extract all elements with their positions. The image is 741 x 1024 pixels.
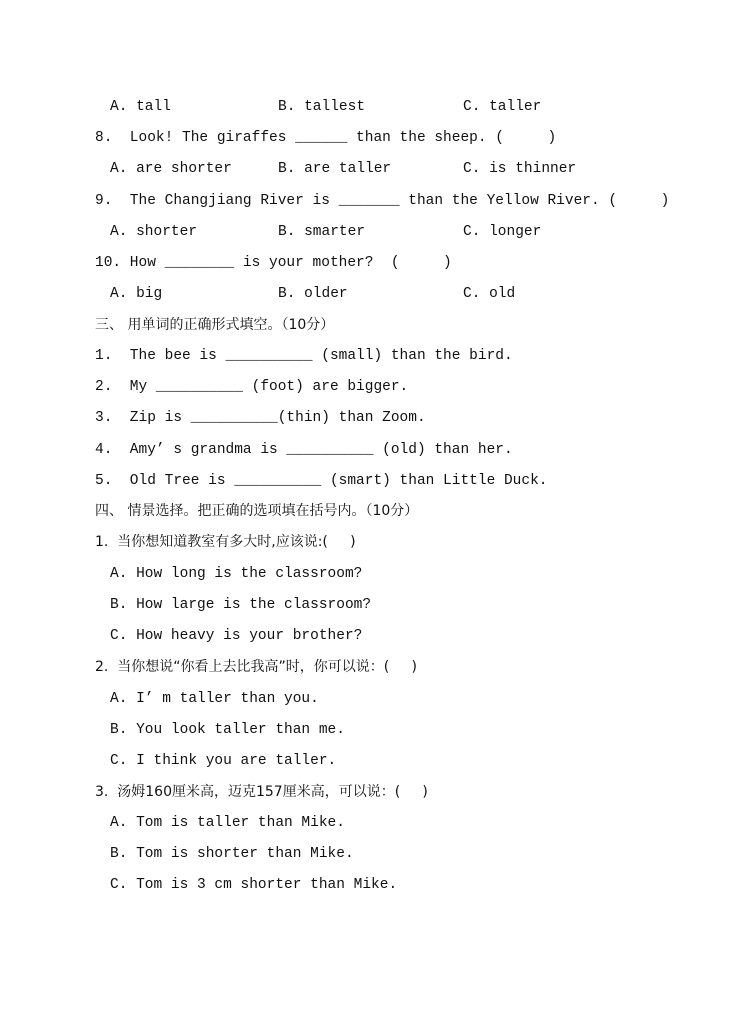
section-3-item-3: 3. Zip is __________(thin) than Zoom. — [95, 410, 426, 426]
s4-q2-option-a: A. I’ m taller than you. — [110, 691, 319, 707]
q8-option-a: A. are shorter — [110, 161, 232, 177]
section-4-question-1: 1. 当你想知道教室有多大时,应该说:( ) — [95, 534, 356, 550]
q8-option-c: C. is thinner — [463, 161, 577, 177]
s4-q2-option-c: C. I think you are taller. — [110, 753, 337, 769]
s4-q1-option-a: A. How long is the classroom? — [110, 566, 363, 582]
s4-q1-option-c: C. How heavy is your brother? — [110, 628, 363, 644]
q10-option-c: C. old — [463, 286, 516, 302]
q9-option-b: B. smarter — [278, 224, 366, 240]
section-4-question-3: 3. 汤姆160厘米高，迈克157厘米高，可以说：( ) — [95, 784, 428, 800]
s4-q3-option-a: A. Tom is taller than Mike. — [110, 815, 345, 831]
q7-option-b: B. tallest — [278, 99, 366, 115]
q10-option-a: A. big — [110, 286, 163, 302]
q7-option-a: A. tall — [110, 99, 171, 115]
s4-q3-option-b: B. Tom is shorter than Mike. — [110, 846, 354, 862]
section-3-item-5: 5. Old Tree is __________ (smart) than Little Duck. — [95, 473, 548, 489]
section-3-item-1: 1. The bee is __________ (small) than the bird. — [95, 348, 513, 364]
section-3-item-2: 2. My __________ (foot) are bigger. — [95, 379, 409, 395]
q9-option-c: C. longer — [463, 224, 542, 240]
question-8: 8. Look! The giraffes ______ than the sheep. ( ) — [95, 130, 557, 146]
q10-option-b: B. older — [278, 286, 348, 302]
q8-option-b: B. are taller — [278, 161, 392, 177]
s4-q2-option-b: B. You look taller than me. — [110, 722, 345, 738]
question-9: 9. The Changjiang River is _______ than the Yellow River. ( ) — [95, 193, 670, 209]
section-4-heading: 四、 情景选择。把正确的选项填在括号内。（10分） — [95, 503, 419, 519]
section-4-question-2: 2. 当你想说“你看上去比我高”时，你可以说：( ) — [95, 659, 417, 675]
s4-q1-option-b: B. How large is the classroom? — [110, 597, 372, 613]
s4-q3-option-c: C. Tom is 3 cm shorter than Mike. — [110, 877, 398, 893]
section-3-heading: 三、 用单词的正确形式填空。（10分） — [95, 317, 335, 333]
section-3-item-4: 4. Amy’ s grandma is __________ (old) than her. — [95, 442, 513, 458]
question-10: 10. How ________ is your mother? ( ) — [95, 255, 452, 271]
q9-option-a: A. shorter — [110, 224, 198, 240]
q7-option-c: C. taller — [463, 99, 542, 115]
